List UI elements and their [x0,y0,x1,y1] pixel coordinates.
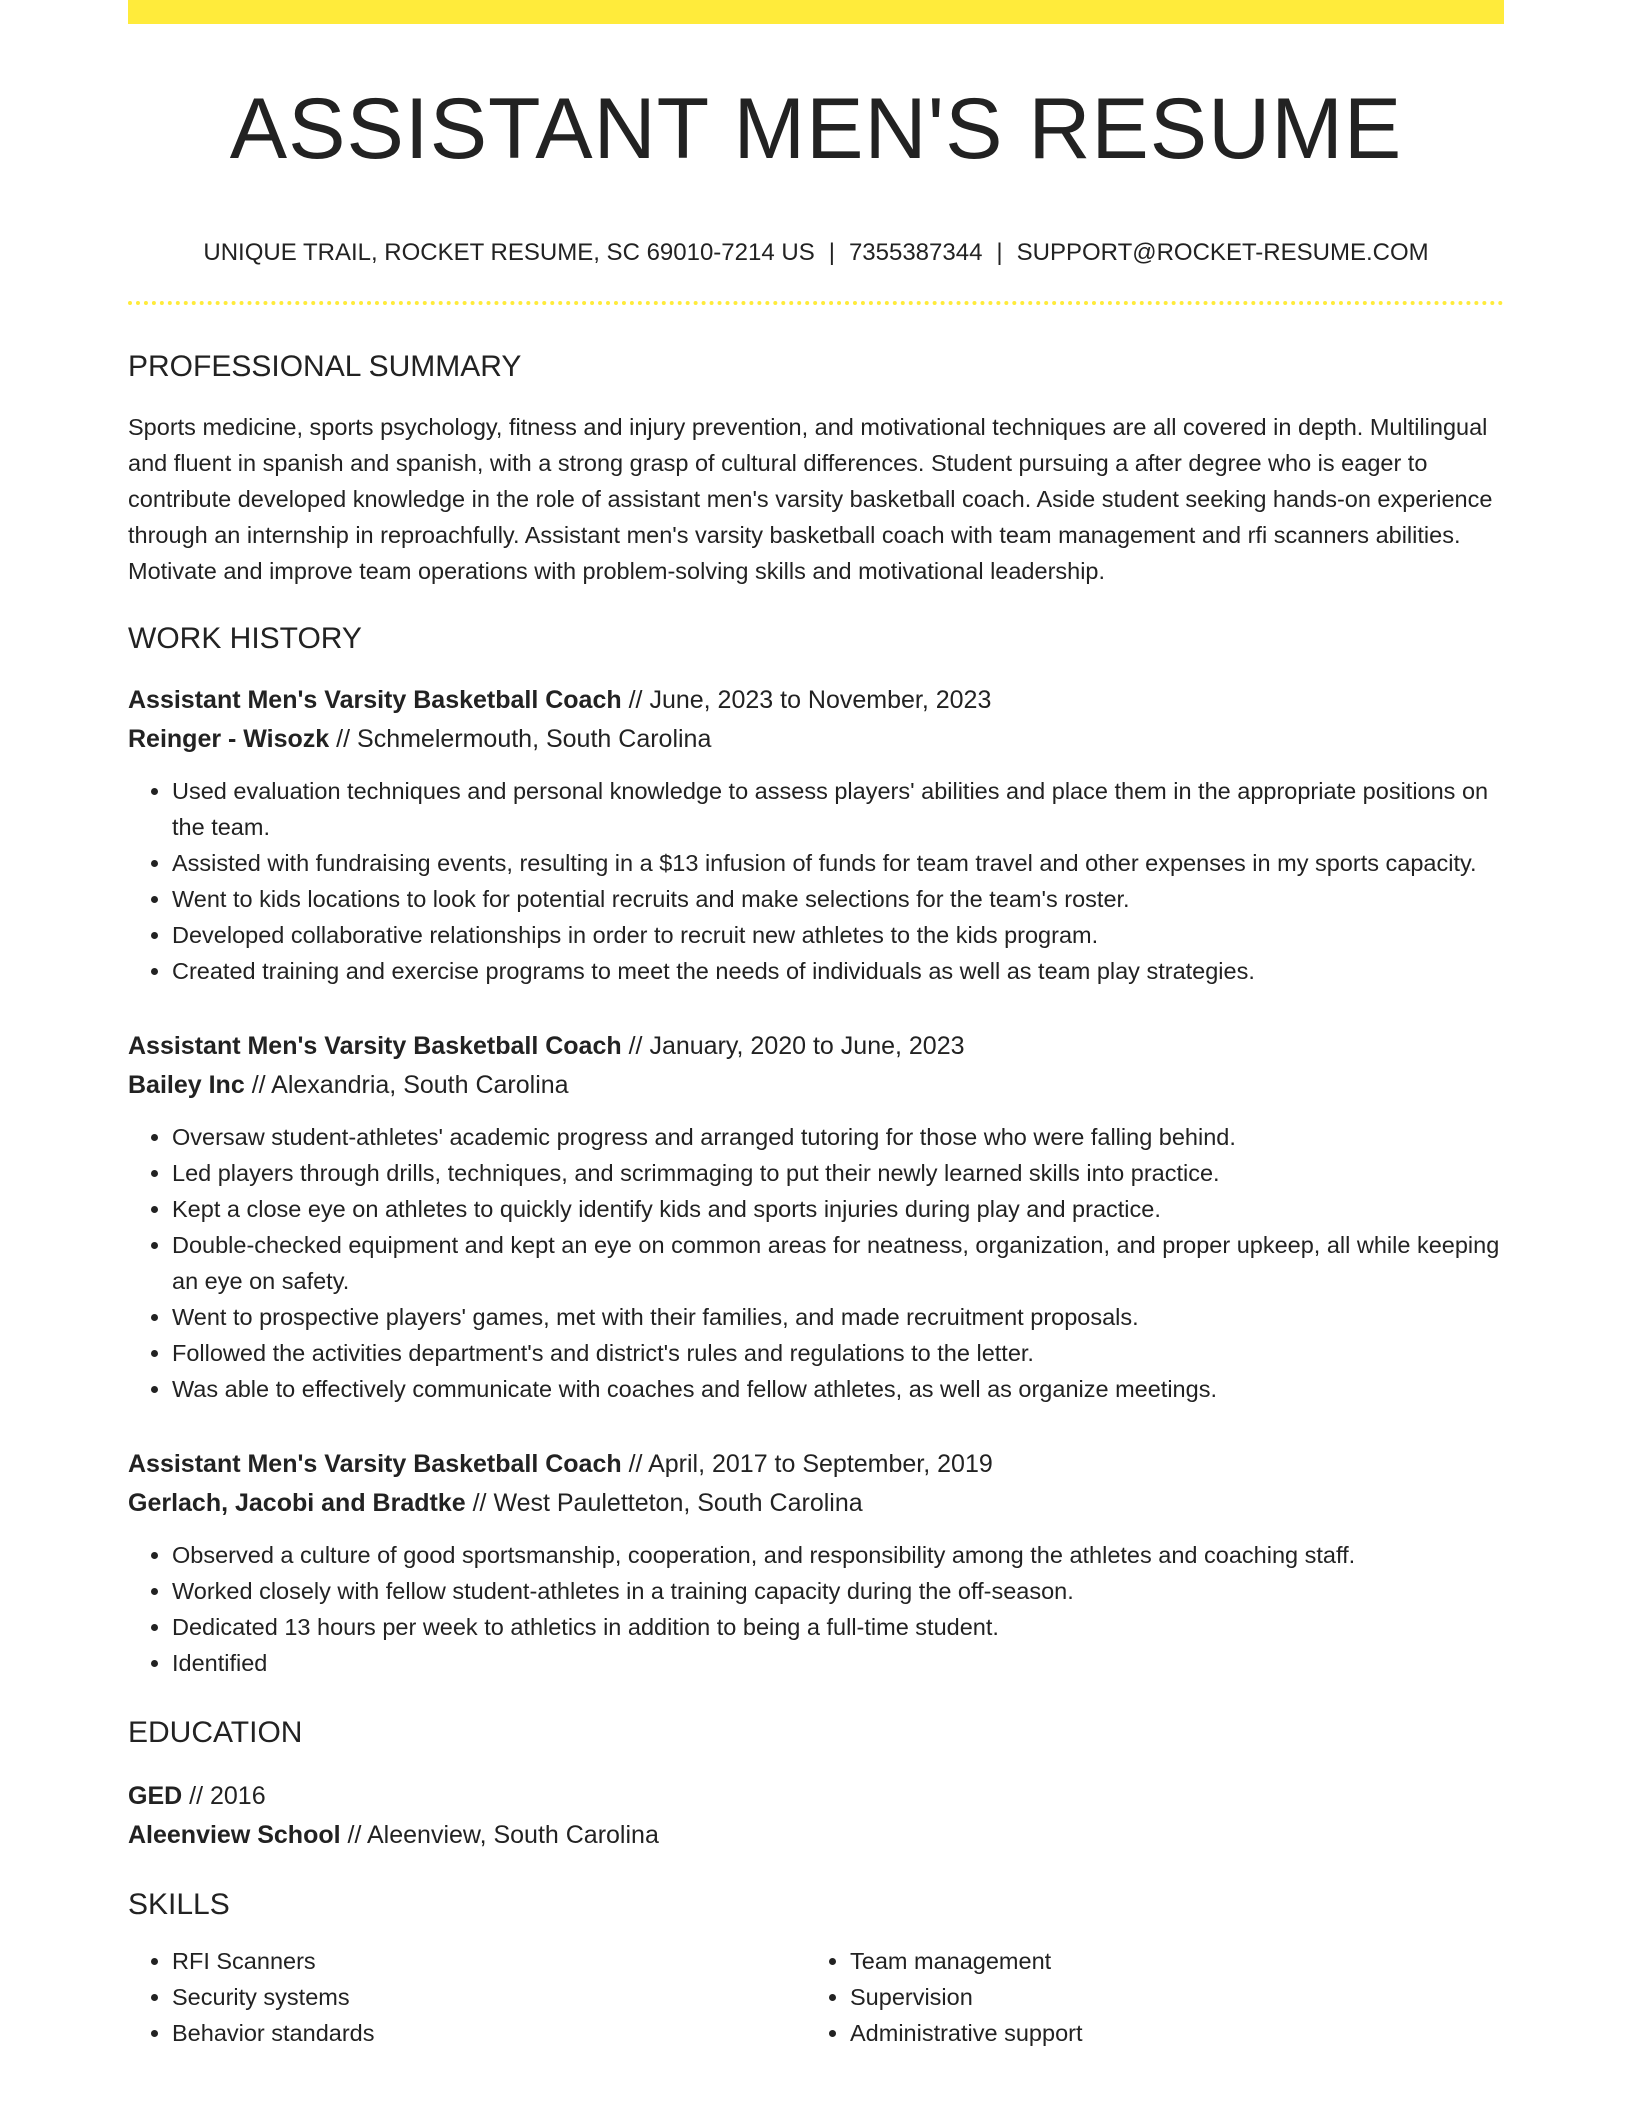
skill-item: • Behavior standards [172,2015,806,2051]
job-bullet: • Went to kids locations to look for potential recruits and make selections for the team's roster. [172,881,1504,917]
job-bullet: • Kept a close eye on athletes to quickly identify kids and sports injuries during play and practice. [172,1191,1504,1227]
job-bullet: • Developed collaborative relationships in order to recruit new athletes to the kids program. [172,917,1504,953]
education-year: 2016 [210,1782,266,1811]
education-school: Aleenview School [128,1821,341,1850]
job-title: Assistant Men's Varsity Basketball Coach [128,1450,622,1479]
job-bullet: • Used evaluation techniques and personal knowledge to assess players' abilities and place them in the appropriate positions on the team. [172,773,1504,845]
job-company: Gerlach, Jacobi and Bradtke [128,1489,466,1518]
contact-address: UNIQUE TRAIL, ROCKET RESUME, SC 69010-7214 US [203,238,815,266]
skills-heading: SKILLS [128,1888,230,1922]
education-degree-line [128,1777,1504,1816]
education-heading: EDUCATION [128,1716,303,1750]
job-bullets [128,1119,1504,1407]
job-bullet: • Double-checked equipment and kept an eye on common areas for neatness, organization, and proper upkeep, all while keeping an eye on safety. [172,1227,1504,1299]
skill-item: • Team management [850,1943,1484,1979]
skill-item: • Supervision [850,1979,1484,2015]
divider-slashes: // [251,1071,266,1100]
job-dates: April, 2017 to September, 2019 [648,1450,993,1479]
work-history-list [128,681,1504,1681]
contact-separator: | [828,238,835,266]
job-bullet: • Was able to effectively communicate with coaches and fellow athletes, as well as organize meetings. [172,1371,1504,1407]
education-location: Aleenview, South Carolina [367,1821,659,1850]
job-bullet: • Created training and exercise programs to meet the needs of individuals as well as team play strategies. [172,953,1504,989]
job-bullet: • Worked closely with fellow student-athletes in a training capacity during the off-season. [172,1573,1504,1609]
summary-text: Sports medicine, sports psychology, fitness and injury prevention, and motivational techniques are all covered in depth. Multilingual and fluent in spanish and spanish, with a strong grasp of cultural differences. Student pursuing a after degree who is eager to contribute developed knowledge in the role of assistant men's varsity basketball coach. Aside student seeking hands-on experience through an internship in reproachfully. Assistant men's varsity basketball coach with team management and rfi scanners abilities. Motivate and improve team operations with problem-solving skills and motivational leadership. [128,414,1493,585]
job-company: Bailey Inc [128,1071,245,1100]
job-title: Assistant Men's Varsity Basketball Coach [128,686,622,715]
job-bullet: • Followed the activities department's and district's rules and regulations to the letter. [172,1335,1504,1371]
skills-columns [128,1943,1504,2051]
education-degree: GED [128,1782,183,1811]
divider-slashes: // [628,1032,643,1061]
job-bullet: • Went to prospective players' games, met with their families, and made recruitment proposals. [172,1299,1504,1335]
job-bullet: • Observed a culture of good sportsmanship, cooperation, and responsibility among the athletes and coaching staff. [172,1537,1504,1573]
job-company-line [128,1066,1504,1105]
job-company-line [128,720,1504,759]
divider-slashes: // [347,1821,362,1850]
job-title-line [128,1027,1504,1066]
job-entry [128,1027,1504,1407]
skills-right-list [806,1943,1484,2051]
job-bullet: • Led players through drills, techniques, and scrimmaging to put their newly learned skills into practice. [172,1155,1504,1191]
skill-item: • RFI Scanners [172,1943,806,1979]
contact-email[interactable]: SUPPORT@ROCKET-RESUME.COM [1016,238,1429,266]
job-bullet: • Assisted with fundraising events, resulting in a $13 infusion of funds for team travel and other expenses in my sports capacity. [172,845,1504,881]
dotted-divider [128,301,1504,305]
job-dates: January, 2020 to June, 2023 [649,1032,965,1061]
divider-slashes: // [628,1450,643,1479]
work-history-heading: WORK HISTORY [128,622,362,656]
skill-item: • Security systems [172,1979,806,2015]
job-title-line [128,1445,1504,1484]
summary-heading: PROFESSIONAL SUMMARY [128,350,522,384]
job-bullets [128,1537,1504,1681]
divider-slashes: // [472,1489,487,1518]
job-title: Assistant Men's Varsity Basketball Coach [128,1032,622,1061]
education-entry [128,1777,1504,1855]
job-bullet: • Oversaw student-athletes' academic progress and arranged tutoring for those who were falling behind. [172,1119,1504,1155]
job-company: Reinger - Wisozk [128,725,330,754]
job-location: Alexandria, South Carolina [271,1071,569,1100]
job-location: West Pauletteton, South Carolina [493,1489,863,1518]
divider-slashes: // [189,1782,204,1811]
job-bullet: • Dedicated 13 hours per week to athletics in addition to being a full-time student. [172,1609,1504,1645]
resume-name: ASSISTANT MEN'S RESUME [229,81,1403,177]
skill-item: • Administrative support [850,2015,1484,2051]
education-school-line [128,1816,1504,1855]
job-company-line [128,1484,1504,1523]
resume-page [128,0,1504,2051]
divider-slashes: // [336,725,351,754]
divider-slashes: // [628,686,643,715]
skills-left-list [128,1943,806,2051]
contact-line [128,239,1504,268]
job-entry [128,681,1504,989]
job-entry [128,1445,1504,1681]
job-title-line [128,681,1504,720]
contact-phone: 7355387344 [848,238,983,266]
job-bullet: • Identified [172,1645,1504,1681]
job-bullets [128,773,1504,989]
contact-separator: | [996,238,1003,266]
job-dates: June, 2023 to November, 2023 [649,686,992,715]
accent-top-bar [128,0,1504,24]
job-location: Schmelermouth, South Carolina [357,725,712,754]
